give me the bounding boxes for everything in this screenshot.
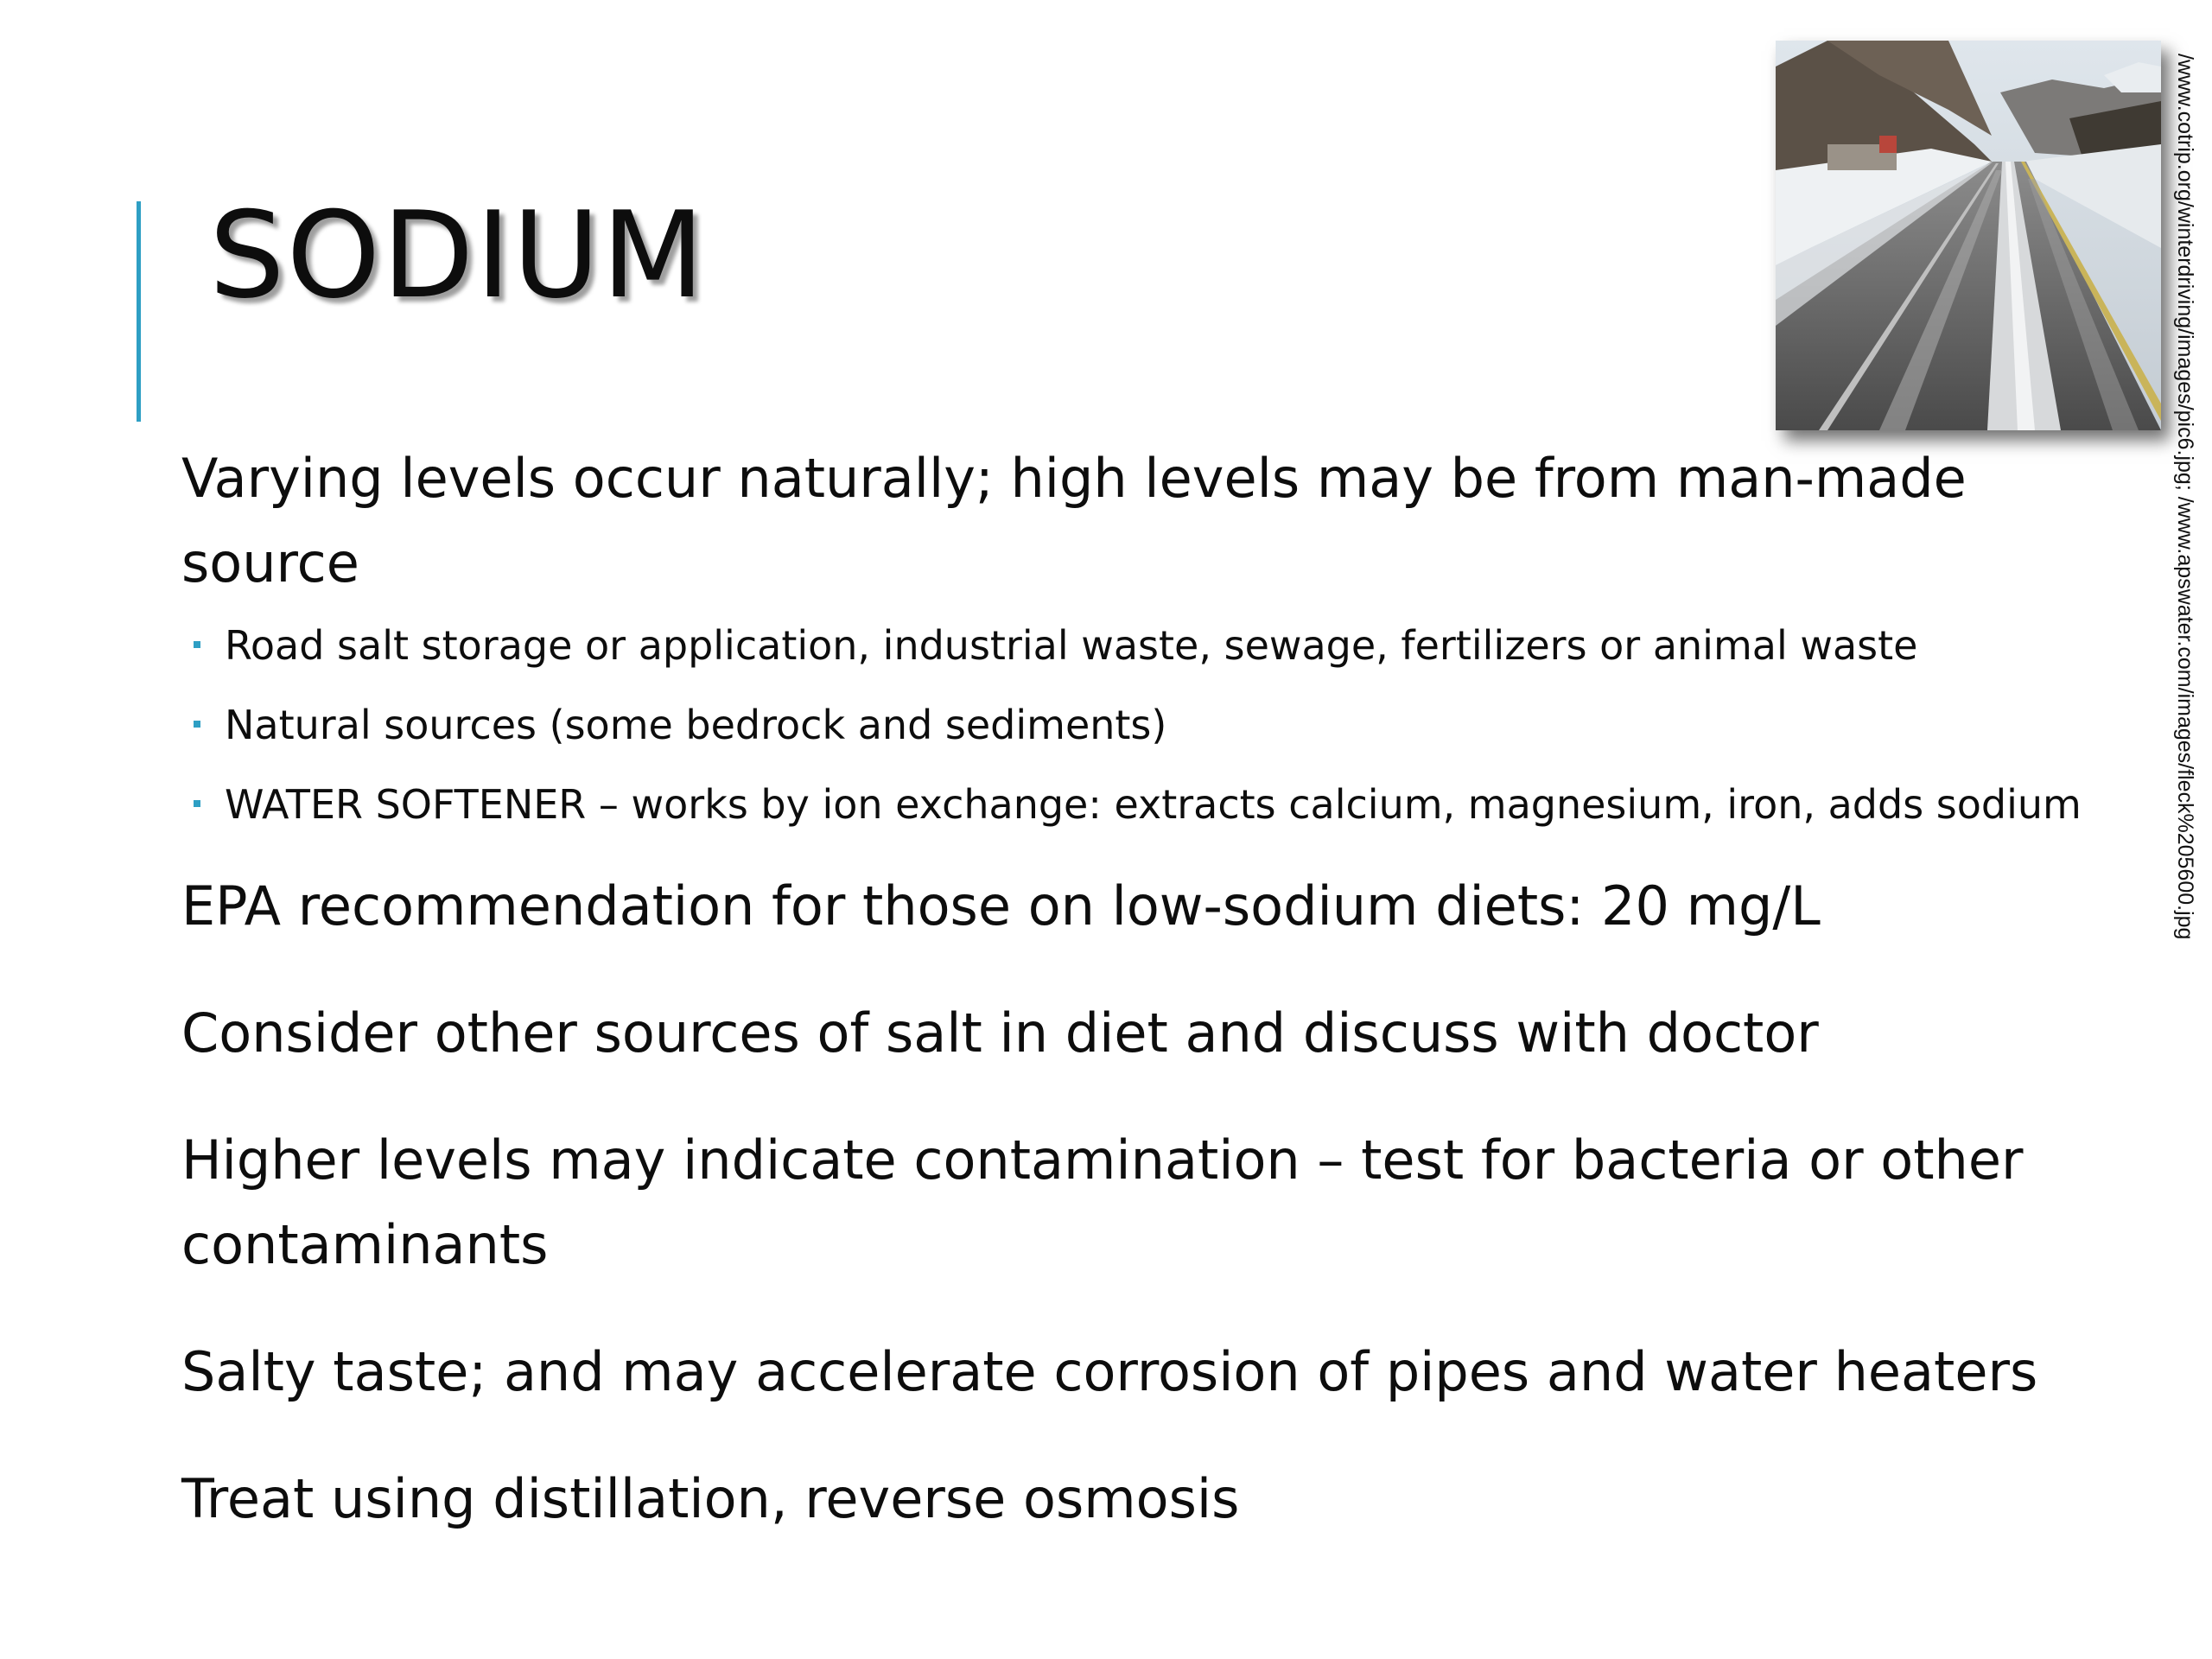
point-other-salt-sources: Consider other sources of salt in diet and discuss with doctor: [181, 1001, 1819, 1065]
point-epa-recommendation: EPA recommendation for those on low-sodium diets: 20 mg/L: [181, 874, 1821, 938]
sub-bullet-list: [181, 606, 2091, 844]
slide-title: SODIUM: [209, 186, 707, 325]
sub-bullet-item: [181, 765, 2091, 844]
square-bullet-icon: [194, 800, 200, 807]
sub-bullet-text: WATER SOFTENER – works by ion exchange: extracts calcium, magnesium, iron, adds sodium: [225, 781, 2082, 828]
sub-bullet-item: [181, 685, 2091, 765]
title-accent-bar: [137, 201, 141, 422]
slide-content: [181, 436, 2091, 1541]
sub-bullet-item: [181, 606, 2091, 685]
point-salty-taste: Salty taste; and may accelerate corrosion of pipes and water heaters: [181, 1340, 2038, 1403]
square-bullet-icon: [194, 721, 200, 728]
point-naturally-occurring: Varying levels occur naturally; high levels may be from man-made source: [181, 447, 1967, 594]
square-bullet-icon: [194, 641, 200, 648]
point-treatment: Treat using distillation, reverse osmosis: [181, 1467, 1240, 1530]
snowy-road-photo: [1776, 41, 2161, 430]
image-credit: /www.cotrip.org/winterdriving/images/pic6.jpg; /www.apswater.com/images/fleck%205600.jpg: [2173, 54, 2197, 940]
point-contamination: Higher levels may indicate contamination – test for bacteria or other contaminants: [181, 1128, 2024, 1276]
sub-bullet-text: Natural sources (some bedrock and sediments): [225, 702, 1167, 748]
sub-bullet-text: Road salt storage or application, industrial waste, sewage, fertilizers or animal waste: [225, 622, 1918, 669]
